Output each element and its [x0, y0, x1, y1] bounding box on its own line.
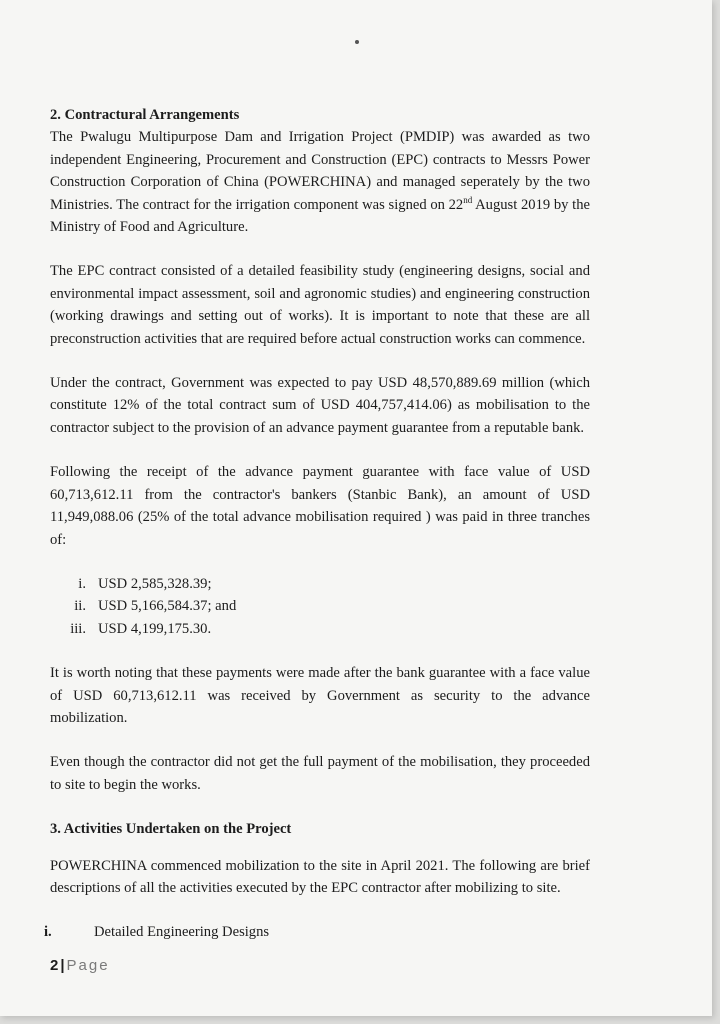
- section-3-paragraph-1: POWERCHINA commenced mobilization to the site in April 2021. The following are brief descriptions of all the activities executed by the EPC contractor after mobilizing to site.: [50, 857, 590, 896]
- page-number: 2: [50, 957, 59, 974]
- paragraph-text: August 2019 by the Ministry of Food and Agriculture.: [50, 196, 590, 236]
- subsection-number: i.: [44, 924, 52, 941]
- section-2-paragraph-5: It is worth noting that these payments were made after the bank guarantee with a face value of USD 60,713,612.11 was received by Government as security to the advance mobilization.: [50, 665, 590, 726]
- subsection-title: Detailed Engineering Designs: [94, 924, 270, 941]
- section-3-heading: 3. Activities Undertaken on the Project: [50, 821, 292, 838]
- paragraph-text: The Pwalugu Multipurpose Dam and Irrigation Project (PMDIP) was awarded as two independent Engineering, Procurement and Construction (EPC) contracts to Messrs Power Construction Corporation of China (POWERCHINA) and managed seperately by the two Ministries. The contract for the irrigation component was signed on 22: [50, 129, 590, 213]
- tranche-amount: USD 5,166,584.37; and: [98, 598, 237, 615]
- scan-speck: [355, 40, 359, 44]
- tranche-number: ii.: [74, 598, 86, 615]
- tranche-item: [50, 573, 590, 595]
- page-footer: [50, 957, 110, 974]
- section-2-paragraph-1: [50, 126, 590, 238]
- section-2-paragraph-6: Even though the contractor did not get the full payment of the mobilisation, they proceeded to site to begin the works.: [50, 754, 590, 793]
- footer-separator: |: [60, 957, 65, 974]
- tranche-list: [50, 573, 590, 640]
- section-2-heading: 2. Contractural Arrangements: [50, 107, 240, 123]
- section-2-paragraph-2: The EPC contract consisted of a detailed feasibility study (engineering designs, social and environmental impact assessment, soil and agronomic studies) and engineering construction (working drawings and setting out of works). It is important to note that these are all preconstruction activities that are required before actual construction works can commence.: [50, 263, 590, 347]
- tranche-item: [50, 595, 590, 617]
- page-content: [44, 104, 590, 944]
- tranche-item: [50, 618, 590, 640]
- subsection-heading: [44, 921, 590, 943]
- page-label: Page: [66, 957, 110, 974]
- tranche-number: iii.: [70, 620, 86, 637]
- tranche-number: i.: [78, 575, 86, 592]
- ordinal-suffix: nd: [463, 194, 473, 205]
- tranche-amount: USD 4,199,175.30.: [98, 620, 212, 637]
- section-2-paragraph-4: Following the receipt of the advance payment guarantee with face value of USD 60,713,612.11 from the contractor's bankers (Stanbic Bank), an amount of USD 11,949,088.06 (25% of the total advance mobilisation required ) was paid in three tranches of:: [50, 464, 590, 548]
- section-2-paragraph-3: Under the contract, Government was expected to pay USD 48,570,889.69 million (which constitute 12% of the total contract sum of USD 404,757,414.06) as mobilisation to the contractor subject to the provision of an advance payment guarantee from a reputable bank.: [50, 375, 590, 436]
- tranche-amount: USD 2,585,328.39;: [98, 575, 212, 592]
